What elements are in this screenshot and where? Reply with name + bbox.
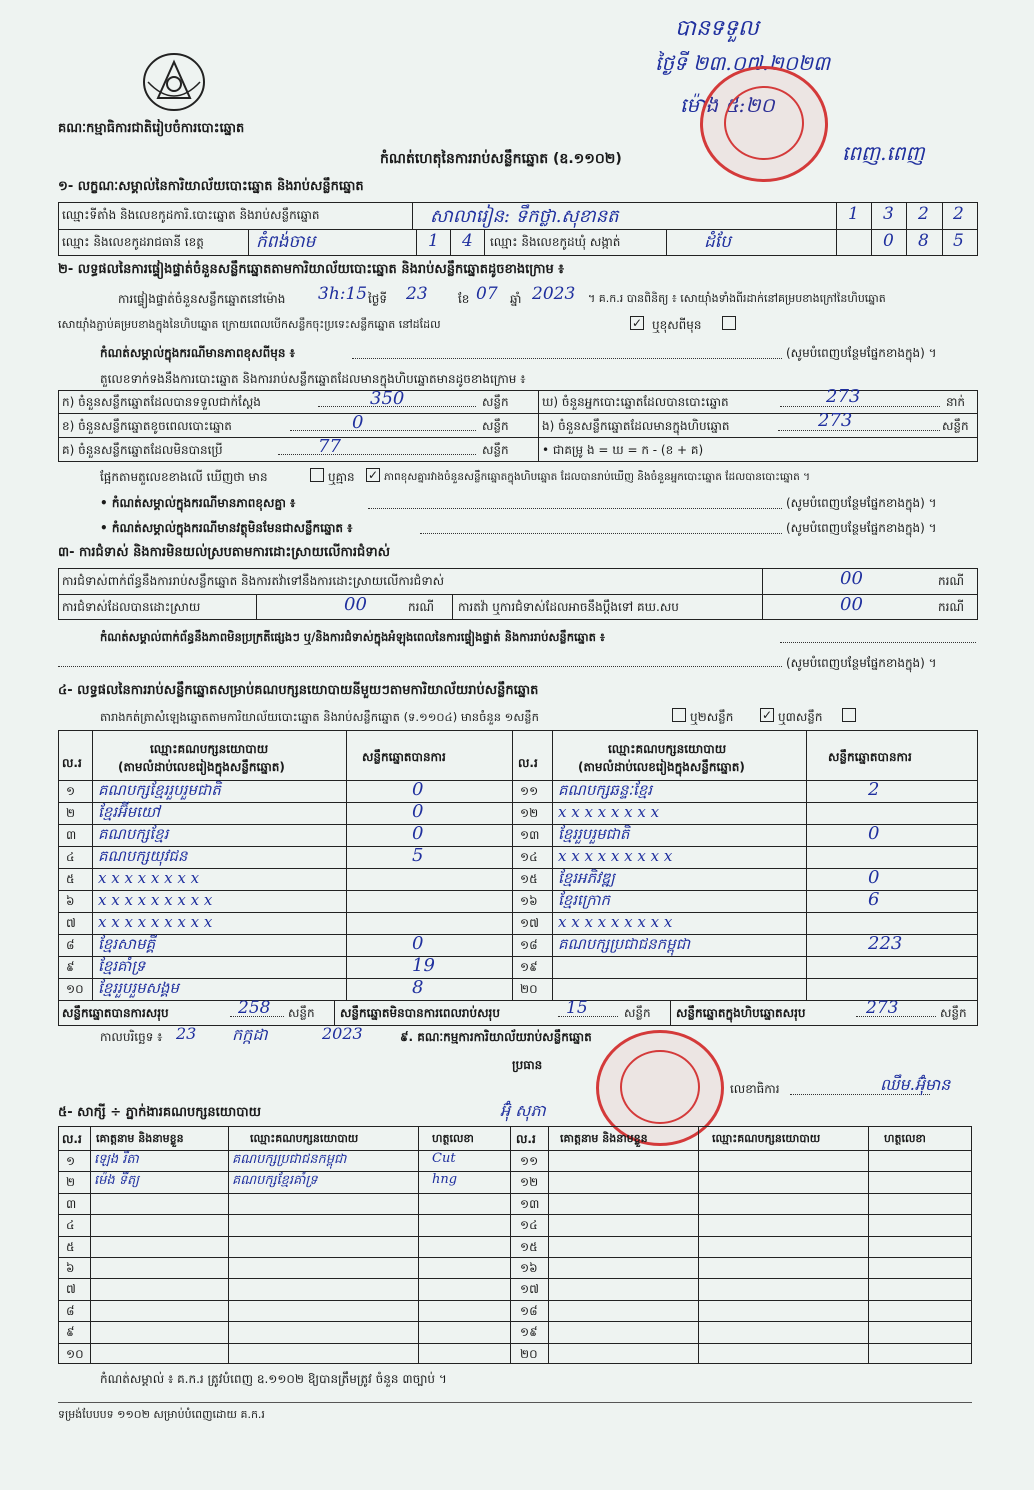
province-label: ឈ្មោះ និងលេខកូដរាជធានី ខេត្ត	[62, 235, 204, 249]
witness-row-party: គណបក្សប្រជាជនកម្ពុជា	[232, 1152, 347, 1167]
polling-station-value: សាលារៀន: ទឹកថ្លា.សុខានត	[430, 206, 619, 227]
results-row-line	[58, 956, 978, 957]
party-row-votes: 2	[868, 779, 880, 800]
received-ballots-unit: សន្លឹក	[482, 395, 509, 409]
party-row-name: គណបក្សប្រជាជនកម្ពុជា	[558, 935, 690, 953]
witness-row-signature: Cut	[432, 1151, 456, 1166]
official-stamp-inner	[724, 86, 804, 160]
section5-heading: ៥- សាក្សី ÷ ភ្នាក់ងារគណបក្សនយោបាយ	[58, 1105, 261, 1120]
party-row-no: ១៣	[520, 828, 540, 842]
box-ballots-value: 273	[818, 410, 853, 431]
witness-row-no: ២០	[520, 1347, 538, 1361]
party-row-no: ១០	[66, 982, 84, 996]
results-col-party-sub-left: (តាមលំដាប់លេខរៀងក្នុងសន្លឹកឆ្នោត)	[118, 760, 285, 774]
party-row-votes: 0	[868, 867, 880, 888]
party-row-name: x x x x x x x x	[98, 869, 200, 887]
party-row-no: ១៦	[520, 894, 538, 908]
year-label: ឆ្នាំ	[510, 292, 522, 306]
witness-row-party: គណបក្សខ្មែរគាំទ្រ	[232, 1173, 318, 1188]
party-row-no: ១២	[520, 806, 539, 820]
voters-unit: នាក់	[946, 395, 966, 409]
total-invalid-value: 15	[566, 998, 588, 1018]
objections-value: 00	[840, 568, 863, 589]
party-row-name: ខ្មែរក្រោក	[558, 891, 611, 909]
witness-row-line	[58, 1278, 972, 1279]
commune-code-digit-1: 0	[883, 231, 894, 251]
seal-status-line: សោយ៉ាំងភ្ជាប់គម្របខាងក្នុងនៃហិបឆ្នោត ក្រោយពេលបើកសន្លឹកចុះប្រទេះសន្លឹកឆ្នោត នៅដដែល	[58, 318, 441, 331]
results-col-party-left: ឈ្មោះគណបក្សនយោបាយ	[150, 742, 269, 756]
station-code-digit-4: 2	[953, 204, 964, 224]
irregularity-note-fill: (សូមបំពេញបន្ថែមផ្នែកខាងក្នុង) ។	[786, 656, 937, 670]
witness-row-line	[58, 1236, 972, 1237]
objections-label: ការជំទាស់ពាក់ព័ន្ធនឹងការរាប់សន្លឹកឆ្នោត និងការតវ៉ាទៅនឹងការដោះស្រាយលើការជំទាស់	[62, 574, 445, 588]
commune-code-digit-2: 8	[918, 231, 929, 251]
unused-ballots-value: 77	[318, 436, 341, 457]
witness-row-line	[58, 1171, 972, 1172]
results-row-line	[58, 978, 978, 979]
province-value: កំពង់ចាម	[256, 232, 316, 252]
section2-heading: ២- លទ្ធផលនៃការផ្ទៀងផ្ទាត់ចំនួនសន្លឹកឆ្នោតតាមការិយាល័យបោះឆ្នោត និងរាប់សន្លឹកឆ្នោតដូចខាងក្រោម ៖	[58, 262, 564, 277]
witness-row-no: ១៩	[520, 1325, 538, 1339]
party-row-no: ១៨	[520, 938, 538, 952]
seal-changed-label: ឬខុសពីមុន	[652, 318, 702, 332]
witness-col-no-left: ល.រ	[62, 1132, 82, 1146]
results-col-votes-right: សន្លឹកឆ្នោតបានការ	[828, 750, 912, 764]
difference-check-label: ផ្អែកតាមតួលេខខាងលើ ឃើញថា មាន	[100, 470, 268, 484]
witness-row-no: ១	[66, 1154, 76, 1168]
results-col-party-sub-right: (តាមលំដាប់លេខរៀងក្នុងសន្លឹកឆ្នោត)	[578, 760, 745, 774]
party-row-votes: 0	[868, 823, 880, 844]
party-row-no: ៧	[66, 916, 76, 930]
figures-intro: តួលេខទាក់ទងនឹងការបោះឆ្នោត និងការរាប់សន្លឹកឆ្នោតដែលមានក្នុងហិបឆ្នោតមានដូចខាងក្រោម ៖	[100, 372, 526, 386]
party-row-name: ខ្មែរសាមគ្គី	[98, 935, 156, 953]
witness-row-line	[58, 1343, 972, 1344]
counting-committee-label: ៩. គណៈកម្មការការិយាល័យរាប់សន្លឹកឆ្នោត	[400, 1030, 592, 1044]
total-invalid-unit: សន្លឹក	[624, 1006, 651, 1020]
difference-check-rest: ភាពខុសគ្នារវាងចំនួនសន្លឹកឆ្នោតក្នុងហិបឆ្នោត ដែលបានរាប់ឃើញ និងចំនួនអ្នកបោះឆ្នោត ដែលបានបោះឆ្នោត ។	[384, 471, 811, 483]
party-row-votes: 6	[868, 889, 880, 910]
party-row-no: ១	[66, 784, 76, 798]
spoiled-ballots-value: 0	[352, 412, 364, 433]
resolved-value: 00	[344, 594, 367, 615]
verification-time-label: ការផ្ទៀងផ្ទាត់ចំនួនសន្លឹកឆ្នោតនៅម៉ោង	[118, 292, 286, 306]
results-col-party-right: ឈ្មោះគណបក្សនយោបាយ	[608, 742, 727, 756]
seal-changed-checkbox[interactable]	[722, 316, 736, 330]
section4-heading: ៤- លទ្ធផលនៃការរាប់សន្លឹកឆ្នោតសម្រាប់គណបក្សនយោបាយនីមួយៗតាមការិយាល័យរាប់សន្លឹកឆ្នោត	[58, 683, 539, 698]
results-row-line	[58, 846, 978, 847]
witness-row-line	[58, 1300, 972, 1301]
witness-footnote: កំណត់សម្គាល់ ៖ គ.ក.រ ត្រូវបំពេញ ឧ.១១០២ ឱ្យបានត្រឹមត្រូវ ចំនួន ៣ច្បាប់ ។	[100, 1372, 447, 1386]
party-row-votes: 5	[412, 845, 424, 866]
tally-sheets-label: តារាងកត់ត្រាសំឡេងឆ្នោតតាមការិយាល័យបោះឆ្នោត និងរាប់សន្លឹកឆ្នោត (ទ.១១០៤) មានចំនួន ១សន្លឹក	[100, 710, 539, 724]
tally-three-sheets-checkbox[interactable]	[842, 708, 856, 722]
party-row-no: ៦	[66, 894, 75, 908]
secretary-label: លេខាធិការ	[730, 1082, 780, 1096]
station-code-digit-3: 2	[918, 204, 929, 224]
witness-row-no: ៣	[66, 1197, 77, 1211]
witness-row-no: ៦	[66, 1261, 75, 1275]
witness-row-no: ១៨	[520, 1304, 538, 1318]
party-row-votes: 8	[412, 977, 424, 998]
party-row-no: ១៥	[520, 872, 538, 886]
form-title: កំណត់ហេតុនៃការរាប់សន្លឹកឆ្នោត (ឧ.១១០២)	[380, 151, 622, 167]
section3-heading: ៣- ការជំទាស់ និងការមិនយល់ស្របតាមការដោះស្រាយលើការជំទាស់	[58, 545, 390, 560]
received-ballots-label: ក) ចំនួនសន្លឹកឆ្នោតដែលបានទទួលជាក់ស្តែង	[62, 395, 261, 409]
province-code-digit-1: 1	[428, 231, 439, 251]
total-box-value: 273	[866, 998, 899, 1018]
witness-row-name: ឡេង រីតា	[94, 1152, 139, 1167]
party-row-no: ២	[66, 806, 76, 820]
appeal-label: ការតវ៉ា ឬការជំទាស់ដែលអាចនឹងប្តឹងទៅ គឃ.សប	[458, 600, 679, 614]
date-year: 2023	[322, 1024, 363, 1043]
received-ballots-value: 350	[370, 388, 405, 409]
party-row-no: ១៤	[520, 850, 538, 864]
party-row-name: គណបក្សខ្មែរ	[98, 825, 169, 843]
chair-label: ប្រធាន	[512, 1058, 543, 1072]
date-label: កាលបរិច្ឆេទ ៖	[100, 1030, 163, 1044]
witness-row-no: ៥	[66, 1240, 75, 1254]
party-row-name: x x x x x x x x x	[98, 913, 213, 931]
total-valid-unit: សន្លឹក	[288, 1006, 315, 1020]
total-valid-label: សន្លឹកឆ្នោតបានការសរុប	[62, 1006, 169, 1020]
witness-row-no: ១២	[520, 1175, 539, 1189]
witness-table	[58, 1126, 972, 1364]
witness-row-no: ១០	[66, 1347, 84, 1361]
year-value: 2023	[532, 284, 576, 304]
witness-col-party-right: ឈ្មោះគណបក្សនយោបាយ	[712, 1132, 821, 1145]
witness-col-name-left: គោត្តនាម និងនាមខ្លួន	[96, 1132, 184, 1145]
results-row-line	[58, 934, 978, 935]
party-row-name: ខ្មែររួបរួមជាតិ	[558, 825, 630, 843]
commune-label: ឈ្មោះ និងលេខកូដឃុំ សង្កាត់	[490, 235, 621, 249]
box-ballots-label: ង) ចំនួនសន្លឹកឆ្នោតដែលមានក្នុងហិបឆ្នោត	[542, 419, 730, 433]
party-row-name: x x x x x x x x x	[558, 847, 673, 865]
resolved-unit: ករណី	[408, 600, 435, 614]
voters-label: ឃ) ចំនួនអ្នកបោះឆ្នោតដែលបានបោះឆ្នោត	[542, 395, 729, 409]
witness-col-sign-left: ហត្ថលេខា	[432, 1132, 474, 1145]
difference-note-label: • កំណត់សម្គាល់ក្នុងករណីមានភាពខុសគ្នា ៖	[100, 496, 296, 510]
committee-name: គណៈកម្មាធិការជាតិរៀបចំការបោះឆ្នោត	[58, 121, 245, 136]
party-row-votes: 19	[412, 955, 435, 976]
party-row-name: គណបក្សយុវជន	[98, 847, 188, 865]
results-row-line	[58, 802, 978, 803]
province-code-digit-2: 4	[462, 231, 473, 251]
party-row-name: ខ្មែរអ៊ីមយៅ	[98, 803, 160, 821]
party-row-name: x x x x x x x x x	[98, 891, 213, 909]
party-row-votes: 0	[412, 801, 424, 822]
month-value: 07	[476, 284, 498, 304]
spoiled-ballots-label: ខ) ចំនួនសន្លឹកឆ្នោតខូចពេលបោះឆ្នោត	[62, 419, 232, 433]
witness-row-no: ១១	[520, 1154, 539, 1168]
witness-row-line	[58, 1193, 972, 1194]
party-row-no: ៥	[66, 872, 75, 886]
party-row-votes: 0	[412, 933, 424, 954]
irregularity-note: កំណត់សម្គាល់ពាក់ព័ន្ធនឹងភាពមិនប្រក្រតីផ្សេងៗ ឬ/និងការជំទាស់ក្នុងអំឡុងពេលនៃការផ្ទៀងផ្ទាត់ និងការរាប់សន្លឹកឆ្នោត ៖	[100, 630, 605, 644]
difference-none-checkbox[interactable]: ✓	[367, 468, 379, 482]
total-invalid-label: សន្លឹកឆ្នោតមិនបានការពេលរាប់សរុប	[340, 1006, 500, 1020]
verification-time-value: 3h:15	[318, 284, 368, 304]
appeal-value: 00	[840, 594, 863, 615]
party-row-name: គណបក្សឆន្ទៈខ្មែរ	[558, 781, 653, 799]
witness-row-line	[58, 1257, 972, 1258]
unused-ballots-unit: សន្លឹក	[482, 443, 509, 457]
witness-row-no: ២	[66, 1175, 76, 1189]
form-footer: ទម្រង់បែបបទ ១១០២ សម្រាប់បំពេញដោយ គ.ក.រ	[58, 1408, 265, 1421]
change-note-label: កំណត់សម្គាល់ក្នុងករណីមានភាពខុសពីមុន ៖	[100, 346, 295, 360]
objections-unit: ករណី	[938, 574, 965, 588]
witness-row-no: ១៥	[520, 1240, 538, 1254]
date-month: កក្កដា	[232, 1025, 268, 1044]
witness-row-no: ១៧	[520, 1282, 539, 1296]
month-label: ខែ	[458, 292, 470, 306]
party-row-votes: 0	[412, 823, 424, 844]
commune-value: ដំបែ	[704, 232, 731, 252]
results-col-votes-left: សន្លឹកឆ្នោតបានការ	[362, 750, 446, 764]
total-box-unit: សន្លឹក	[940, 1006, 967, 1020]
party-row-name: ខ្មែររួបរួមសង្គម	[98, 979, 179, 997]
party-row-no: ៣	[66, 828, 77, 842]
witness-row-no: ៧	[66, 1282, 76, 1296]
received-time-annotation: ម៉ោង ៥:២០	[680, 93, 775, 117]
commune-code-digit-3: 5	[953, 231, 964, 251]
change-note-fill: (សូមបំពេញបន្ថែមផ្នែកខាងក្នុង) ។	[786, 346, 937, 360]
results-col-no-left: ល.រ	[62, 756, 82, 770]
party-row-no: ២០	[520, 982, 538, 996]
day-label: ថ្ងៃទី	[368, 292, 388, 306]
tally-three-sheets-label: ឬ៣សន្លឹក	[778, 710, 823, 724]
party-row-name: x x x x x x x x x	[558, 913, 673, 931]
spoiled-ballots-unit: សន្លឹក	[482, 419, 509, 433]
foreign-object-note-label: • កំណត់សម្គាល់ក្នុងករណីមានវត្ថុមិនមែនជាសន្លឹកឆ្នោត ៖	[100, 521, 353, 535]
witness-row-no: ៩	[66, 1325, 75, 1339]
party-row-no: ៤	[66, 850, 75, 864]
voters-value: 273	[826, 386, 861, 407]
witness-row-no: ១៤	[520, 1218, 538, 1232]
party-row-votes: 0	[412, 779, 424, 800]
official-stamp-bottom-inner	[620, 1050, 700, 1124]
chair-signature: អ៊ុំ សុភា	[500, 1101, 546, 1120]
witness-col-party-left: ឈ្មោះគណបក្សនយោបាយ	[250, 1132, 359, 1145]
received-annotation: បានទទួល	[675, 16, 759, 41]
party-row-name: x x x x x x x x	[558, 803, 660, 821]
station-code-digit-1: 1	[848, 204, 859, 224]
party-row-name: ខ្មែរអភិវឌ្ឍ	[558, 869, 615, 887]
appeal-unit: ករណី	[938, 600, 965, 614]
box-ballots-unit: សន្លឹក	[942, 419, 969, 433]
section1-heading: ១- លក្ខណៈសម្គាល់នៃការិយាល័យបោះឆ្នោត និងរាប់សន្លឹកឆ្នោត	[58, 179, 364, 194]
party-row-no: ១៩	[520, 960, 538, 974]
signature-annotation: ពេញ.ពេញ	[842, 141, 925, 165]
party-row-name: ខ្មែរគាំទ្រ	[98, 957, 146, 975]
date-day: 23	[176, 1024, 197, 1043]
polling-station-label: ឈ្មោះទីតាំង និងលេខកូដការិ.បោះឆ្នោត និងរាប់សន្លឹកឆ្នោត	[62, 208, 320, 222]
results-col-no-right: ល.រ	[518, 756, 538, 770]
tally-two-sheets-checkbox[interactable]: ✓	[761, 708, 773, 722]
difference-exists-checkbox[interactable]	[310, 468, 324, 482]
party-row-name: គណបក្សខ្មែររួបរួមជាតិ	[98, 781, 221, 799]
witness-row-name: ម៉េង ទីត្យ	[94, 1173, 140, 1188]
tally-one-sheet-checkbox[interactable]	[672, 708, 686, 722]
witness-row-line	[58, 1214, 972, 1215]
party-row-no: ៨	[66, 938, 75, 952]
witness-row-line	[58, 1321, 972, 1322]
results-row-line	[58, 824, 978, 825]
unused-ballots-label: គ) ចំនួនសន្លឹកឆ្នោតដែលមិនបានប្រើ	[62, 443, 223, 457]
witness-row-signature: hng	[432, 1172, 458, 1187]
witness-col-name-right: គោត្តនាម និងនាមខ្លួន	[560, 1132, 648, 1145]
witness-row-no: ៤	[66, 1218, 75, 1232]
resolved-label: ការជំទាស់ដែលបានដោះស្រាយ	[62, 600, 201, 614]
difference-none-label: ឬគ្មាន	[328, 470, 355, 484]
received-date-annotation: ថ្ងៃទី ២៣.០៧.២០២៣	[655, 51, 831, 75]
witness-row-no: ១៦	[520, 1261, 538, 1275]
day-value: 23	[406, 284, 428, 304]
total-valid-value: 258	[238, 998, 271, 1018]
station-code-digit-2: 3	[883, 204, 894, 224]
party-row-votes: 223	[868, 933, 903, 954]
witness-col-no-right: ល.រ	[516, 1132, 536, 1146]
witness-row-no: ៨	[66, 1304, 75, 1318]
verification-line-rest: ។ គ.ក.រ បានពិនិត្យ ៖ សោយ៉ាំងទាំងពីរដាក់នៅគម្របខាងក្រៅនៃហិបឆ្នោត	[588, 292, 886, 305]
tally-two-sheets-label: ឬ២សន្លឹក	[690, 710, 734, 724]
formula: • ជាគម្រូ ង = ឃ = ក - (ខ + គ)	[542, 443, 704, 457]
total-box-label: សន្លឹកឆ្នោតក្នុងហិបឆ្នោតសរុប	[676, 1006, 806, 1020]
party-row-no: ៩	[66, 960, 75, 974]
difference-note-fill: (សូមបំពេញបន្ថែមផ្នែកខាងក្នុង) ។	[786, 496, 937, 510]
party-row-no: ១១	[520, 784, 539, 798]
party-row-no: ១៧	[520, 916, 539, 930]
witness-row-no: ១៣	[520, 1197, 540, 1211]
witness-col-sign-right: ហត្ថលេខា	[884, 1132, 926, 1145]
seal-same-checkbox[interactable]: ✓	[631, 316, 643, 330]
secretary-signature: ឈឹម.អ៊ុំមាន	[880, 1075, 951, 1094]
foreign-object-note-fill: (សូមបំពេញបន្ថែមផ្នែកខាងក្នុង) ។	[786, 521, 937, 535]
committee-emblem	[138, 48, 210, 114]
